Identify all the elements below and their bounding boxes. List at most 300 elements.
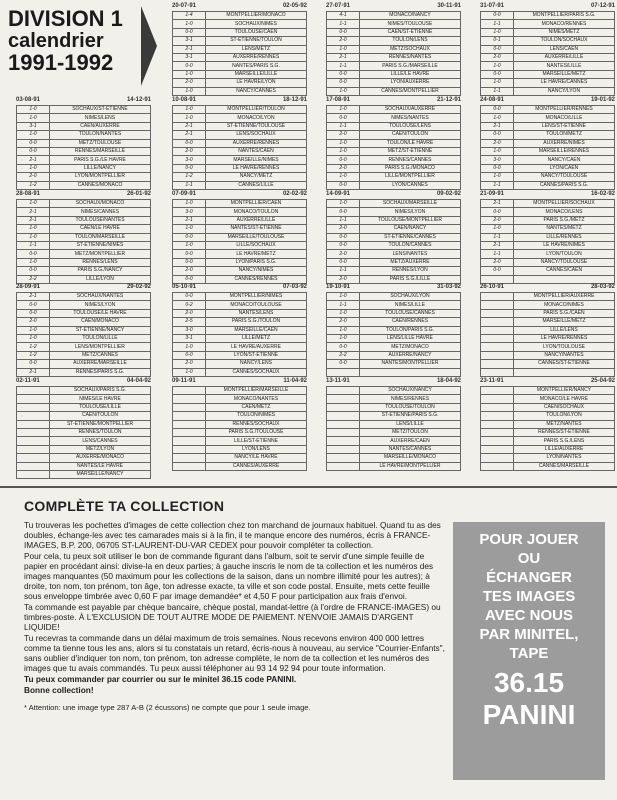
minitel-promo-box — [453, 522, 605, 780]
table-row — [327, 445, 461, 453]
table-row — [481, 318, 615, 326]
match-score: 0-0 — [173, 28, 206, 36]
table-row — [327, 70, 461, 78]
fixture-dates — [326, 190, 461, 199]
match-score: 3-0 — [173, 208, 206, 216]
match-teams: NANCY/NANTES — [514, 351, 615, 359]
match-score: 1-2 — [17, 181, 50, 189]
table-row — [327, 395, 461, 403]
first-leg-date: 07-09-91 — [172, 191, 197, 197]
match-teams: CAEN/ST-ETIENNE — [360, 28, 461, 36]
table-row — [327, 428, 461, 436]
match-score: 1-0 — [327, 147, 360, 155]
fixture-table — [172, 386, 307, 471]
match-score — [481, 428, 514, 436]
match-score — [17, 445, 50, 453]
match-score: 0-0 — [173, 62, 206, 70]
return-leg-date: 18-04-92 — [436, 378, 461, 384]
match-score — [327, 428, 360, 436]
title-calendrier: calendrier — [8, 30, 104, 52]
match-score: 0-0 — [481, 131, 514, 139]
match-score: 2-2 — [327, 351, 360, 359]
match-teams: TOULOUSE/MONTPELLIER — [360, 216, 461, 224]
match-teams: SOCHAUX/MONACO — [50, 200, 151, 208]
table-row — [481, 267, 615, 275]
match-teams: CAEN/SOCHAUX — [514, 403, 615, 411]
table-row — [327, 368, 461, 376]
match-score — [481, 403, 514, 411]
match-score: 2-0 — [173, 309, 206, 317]
match-teams: TOULON/NANTES — [50, 131, 151, 139]
table-row — [327, 412, 461, 420]
match-teams: CAEN/LE HAVRE — [50, 225, 151, 233]
match-score: 0-0 — [17, 309, 50, 317]
match-teams: TOULOUSE/LENS — [360, 122, 461, 130]
match-teams: NIMES/LYON — [360, 208, 461, 216]
promo-line: AVEC NOUS — [484, 607, 574, 624]
table-row — [173, 445, 307, 453]
table-row — [173, 258, 307, 266]
promo-minitel-code: 36.15 — [493, 667, 565, 698]
table-row — [327, 20, 461, 28]
match-score: 1-0 — [481, 173, 514, 181]
table-row — [481, 114, 615, 122]
table-row — [173, 208, 307, 216]
table-row — [481, 53, 615, 61]
table-row — [481, 403, 615, 411]
table-row — [481, 225, 615, 233]
table-row — [481, 445, 615, 453]
fixture-dates — [480, 283, 615, 292]
match-score: 1-0 — [327, 200, 360, 208]
table-row — [481, 351, 615, 359]
table-row — [327, 454, 461, 462]
match-teams: CAEN/NANCY — [360, 225, 461, 233]
return-leg-date: 07-12-91 — [590, 3, 615, 9]
table-row — [481, 326, 615, 334]
table-row — [173, 437, 307, 445]
table-row — [327, 28, 461, 36]
match-score: 1-1 — [327, 216, 360, 224]
table-row — [173, 420, 307, 428]
match-teams — [514, 368, 615, 376]
fixture-table — [480, 386, 615, 471]
table-row — [17, 114, 151, 122]
match-teams: NANCY/NIMES — [206, 267, 307, 275]
first-leg-date: 19-10-91 — [326, 284, 351, 290]
match-score: 3-1 — [173, 53, 206, 61]
table-row — [481, 87, 615, 95]
promo-line: TES IMAGES — [482, 588, 576, 605]
match-score: 0-0 — [17, 267, 50, 275]
promo-line: PAR MINITEL, — [479, 626, 579, 643]
match-score — [481, 437, 514, 445]
match-teams: LILLE/LENS — [514, 326, 615, 334]
match-teams: LYON/TOULOUSE — [514, 343, 615, 351]
match-score — [173, 454, 206, 462]
match-score: 2-0 — [173, 267, 206, 275]
table-row — [173, 343, 307, 351]
match-score: 2-1 — [481, 241, 514, 249]
match-teams: LILLE/SOCHAUX — [206, 241, 307, 249]
match-teams: CANNES/PARIS S.G. — [514, 181, 615, 189]
return-leg-date: 14-12-91 — [126, 97, 151, 103]
match-teams: PARIS S.G./LENS — [514, 437, 615, 445]
table-row — [481, 395, 615, 403]
match-teams: NANTES/MONTPELLIER — [360, 360, 461, 368]
table-row — [17, 445, 151, 453]
match-score: 2-2 — [17, 275, 50, 283]
table-row — [17, 225, 151, 233]
match-teams: MONTPELLIER/RENNES — [514, 106, 615, 114]
match-score: 1-1 — [481, 233, 514, 241]
match-score — [173, 395, 206, 403]
match-score — [173, 462, 206, 470]
match-teams: NANCY/LYON — [514, 87, 615, 95]
match-teams: CANNES/AUXERRE — [206, 462, 307, 470]
match-score: 1-0 — [327, 106, 360, 114]
match-score: 1-0 — [481, 62, 514, 70]
match-teams: RENNES/TOULON — [50, 428, 151, 436]
match-score: 1-1 — [327, 62, 360, 70]
table-row — [17, 309, 151, 317]
fixture-block — [326, 96, 461, 190]
table-row — [481, 454, 615, 462]
match-score: 0-0 — [481, 12, 514, 20]
match-teams: NANTES/CANNES — [360, 445, 461, 453]
fixture-block — [480, 190, 615, 284]
table-row — [17, 428, 151, 436]
match-teams: NANTES/LILLE — [514, 62, 615, 70]
match-teams: LYON/TOULON — [514, 250, 615, 258]
match-score: 1-0 — [327, 139, 360, 147]
match-score: 1-0 — [17, 334, 50, 342]
match-teams: CAEN/AUXERRE — [50, 122, 151, 130]
table-row — [17, 106, 151, 114]
table-row — [173, 428, 307, 436]
match-teams: RENNES/SOCHAUX — [206, 420, 307, 428]
table-row — [327, 334, 461, 342]
match-score — [327, 420, 360, 428]
table-row — [327, 208, 461, 216]
table-row — [327, 139, 461, 147]
match-teams: ST-ETIENNE/TOULOUSE — [206, 122, 307, 130]
match-score: 2-1 — [173, 45, 206, 53]
return-leg-date: 02-02-92 — [282, 191, 307, 197]
match-score: 0-0 — [327, 233, 360, 241]
table-row — [17, 437, 151, 445]
match-score: 0-0 — [173, 258, 206, 266]
collection-paragraph-6: Bonne collection! — [24, 685, 94, 695]
match-score: 2-0 — [481, 139, 514, 147]
table-row — [173, 326, 307, 334]
match-teams: TOULOUSE/LILLE — [50, 403, 151, 411]
table-row — [481, 428, 615, 436]
match-teams: LE HAVRE/LYON — [206, 79, 307, 87]
match-teams: NANCY/LE HAVRE — [206, 454, 307, 462]
table-row — [173, 200, 307, 208]
table-row — [173, 45, 307, 53]
match-teams: NANTES/METZ — [514, 225, 615, 233]
return-leg-date: 04-04-92 — [126, 378, 151, 384]
match-teams: CANNES/SOCHAUX — [206, 368, 307, 376]
match-teams: NANCY/TOULOUSE — [514, 173, 615, 181]
table-row — [327, 403, 461, 411]
match-teams: LILLE/NANCY — [50, 164, 151, 172]
match-teams: RENNES/CANNES — [360, 156, 461, 164]
match-teams: NANTES/LE HAVRE — [50, 462, 151, 470]
table-row — [173, 131, 307, 139]
match-score: 0-0 — [327, 181, 360, 189]
fixture-block — [16, 96, 151, 190]
match-score — [17, 420, 50, 428]
table-row — [173, 293, 307, 301]
match-score: 1-1 — [173, 181, 206, 189]
match-teams: METZ/ST-ETIENNE — [360, 147, 461, 155]
table-row — [327, 462, 461, 470]
first-leg-date: 21-09-91 — [480, 191, 505, 197]
match-score: 0-0 — [327, 70, 360, 78]
first-leg-date: 02-11-91 — [16, 378, 40, 384]
match-score — [327, 395, 360, 403]
match-teams: MARSEILLE/METZ — [514, 318, 615, 326]
match-score — [481, 387, 514, 395]
fixture-dates — [172, 96, 307, 105]
match-teams: NIMES/LE HAVRE — [50, 395, 151, 403]
table-row — [327, 420, 461, 428]
match-score: 2-1 — [173, 131, 206, 139]
match-score: 2-0 — [481, 53, 514, 61]
table-row — [17, 293, 151, 301]
match-score — [481, 395, 514, 403]
return-leg-date: 18-12-91 — [282, 97, 307, 103]
table-row — [173, 37, 307, 45]
match-teams: PARIS S.G./CAEN — [514, 309, 615, 317]
match-score: 1-1 — [481, 250, 514, 258]
table-row — [327, 45, 461, 53]
table-row — [17, 267, 151, 275]
table-row — [17, 173, 151, 181]
match-teams: LE HAVRE/MONTPELLIER — [360, 462, 461, 470]
table-row — [173, 114, 307, 122]
match-score: 1-0 — [173, 114, 206, 122]
table-row — [173, 20, 307, 28]
table-row — [327, 131, 461, 139]
fixture-table — [172, 199, 307, 284]
match-teams: NANCY/METZ — [206, 173, 307, 181]
match-score: 1-0 — [173, 368, 206, 376]
match-teams: AUXERRE/NANCY — [360, 351, 461, 359]
match-score: 0-0 — [481, 164, 514, 172]
table-row — [481, 139, 615, 147]
match-teams: NANTES/PARIS S.G. — [206, 62, 307, 70]
match-teams: NIMES/METZ — [514, 28, 615, 36]
fixture-table — [326, 199, 461, 284]
table-row — [17, 395, 151, 403]
table-row — [173, 387, 307, 395]
match-teams: LE HAVRE/RENNES — [514, 334, 615, 342]
table-row — [481, 437, 615, 445]
table-row — [173, 368, 307, 376]
table-row — [481, 216, 615, 224]
match-teams: AUXERRE/NIMES — [514, 139, 615, 147]
fixture-dates — [326, 2, 461, 11]
match-score: 2-1 — [481, 200, 514, 208]
match-score: 2-1 — [481, 122, 514, 130]
match-score: 0-0 — [481, 106, 514, 114]
match-teams: LENS/SOCHAUX — [206, 131, 307, 139]
match-teams: NIMES/NANTES — [360, 114, 461, 122]
match-teams: TOULON/CANNES — [360, 241, 461, 249]
table-row — [173, 216, 307, 224]
match-score: 2-0 — [327, 275, 360, 283]
match-score — [327, 445, 360, 453]
match-teams: MONACO/LYON — [206, 114, 307, 122]
table-row — [481, 79, 615, 87]
match-teams: LE HAVRE/RENNES — [206, 164, 307, 172]
title-season: 1991-1992 — [8, 50, 114, 75]
table-row — [481, 208, 615, 216]
match-teams: LYON/AUXERRE — [360, 79, 461, 87]
table-row — [327, 156, 461, 164]
fixture-dates — [480, 2, 615, 11]
match-score: 2-1 — [17, 156, 50, 164]
match-teams: LENS/METZ — [206, 45, 307, 53]
match-score: 0-0 — [327, 241, 360, 249]
match-teams: CANNES/MONACO — [50, 181, 151, 189]
table-row — [17, 233, 151, 241]
return-leg-date: 25-04-92 — [590, 378, 615, 384]
table-row — [173, 164, 307, 172]
table-row — [327, 173, 461, 181]
match-score: 1-0 — [327, 45, 360, 53]
match-score: 0-0 — [327, 79, 360, 87]
table-row — [481, 334, 615, 342]
match-score: 1-0 — [17, 225, 50, 233]
match-score — [17, 412, 50, 420]
match-teams: SOCHAUX/NANTES — [50, 293, 151, 301]
match-score: 1-0 — [17, 200, 50, 208]
match-score: 1-0 — [173, 106, 206, 114]
table-row — [173, 79, 307, 87]
fixture-block — [172, 377, 307, 471]
match-teams: LE HAVRE/AUXERRE — [206, 343, 307, 351]
table-row — [17, 470, 151, 478]
match-teams: METZ/MONACO — [360, 343, 461, 351]
match-teams: TOULOUSE/CANNES — [360, 309, 461, 317]
table-row — [481, 147, 615, 155]
fixture-block — [16, 377, 151, 479]
match-teams: AUXERRE/LILLE — [206, 216, 307, 224]
match-score: 2-0 — [327, 164, 360, 172]
match-score — [173, 428, 206, 436]
return-leg-date: 11-04-92 — [283, 378, 307, 384]
table-row — [481, 368, 615, 376]
fixture-block — [16, 283, 151, 377]
match-teams: LENS/MONTPELLIER — [50, 343, 151, 351]
match-score: 0-0 — [17, 360, 50, 368]
match-score: 1-0 — [173, 70, 206, 78]
table-row — [481, 156, 615, 164]
match-teams: MONTPELLIER/NANCY — [514, 387, 615, 395]
match-teams: TOULON/PARIS S.G. — [360, 326, 461, 334]
table-row — [17, 403, 151, 411]
match-teams: CANNES/RENNES — [206, 275, 307, 283]
match-teams: AUXERRE/RENNES — [206, 139, 307, 147]
table-row — [481, 62, 615, 70]
fixture-dates — [16, 190, 151, 199]
match-teams: CANNES/ST-ETIENNE — [514, 360, 615, 368]
table-row — [327, 233, 461, 241]
fixture-dates — [480, 190, 615, 199]
match-score: 2-0 — [327, 250, 360, 258]
table-row — [173, 28, 307, 36]
match-score — [17, 437, 50, 445]
first-leg-date: 10-08-91 — [172, 97, 197, 103]
match-teams: LENS/LILLE — [360, 420, 461, 428]
first-leg-date: 17-08-91 — [326, 97, 351, 103]
match-score: 2-5 — [173, 318, 206, 326]
match-teams: LENS/CAEN — [514, 45, 615, 53]
table-row — [173, 139, 307, 147]
match-score: 1-0 — [17, 258, 50, 266]
fixture-block — [172, 190, 307, 284]
match-score: 0-0 — [327, 343, 360, 351]
match-teams: ST-ETIENNE/TOULON — [206, 37, 307, 45]
table-row — [17, 181, 151, 189]
match-teams: NIMES/CANNES — [50, 208, 151, 216]
table-row — [327, 351, 461, 359]
match-score: 0-0 — [327, 114, 360, 122]
match-teams: MARSEILLE/NANCY — [50, 470, 151, 478]
match-teams: MONACO/TOULOUSE — [206, 301, 307, 309]
match-score: 0-0 — [327, 360, 360, 368]
match-teams: MARSEILLE/MONACO — [360, 454, 461, 462]
match-score — [327, 412, 360, 420]
table-row — [327, 106, 461, 114]
match-score — [327, 368, 360, 376]
table-row — [173, 87, 307, 95]
match-teams: NANCY/CAEN — [514, 156, 615, 164]
table-row — [173, 351, 307, 359]
match-teams: SOCHAUX/AUXERRE — [360, 106, 461, 114]
table-row — [17, 462, 151, 470]
match-score: 2-0 — [327, 318, 360, 326]
table-row — [173, 62, 307, 70]
fixture-dates — [480, 96, 615, 105]
match-teams: PARIS S.G./METZ — [514, 216, 615, 224]
collection-paragraph-1: Tu trouveras les pochettes d'images de cette collection chez ton marchand de journaux habituel. Quand tu as des doubles, échange-les avec tes camarades mais si à la fin, il te manque encore des numéros, écris à FRANCE-IMAGES, B.P. 200, 06705 ST-LAURENT-DU-VAR CEDEX pour pouvoir compléter ta collection. — [24, 520, 441, 550]
table-row — [481, 293, 615, 301]
match-teams: CANNES/CAEN — [514, 267, 615, 275]
match-teams: LILLE/AUXERRE — [514, 445, 615, 453]
table-row — [481, 122, 615, 130]
match-teams: LILLE/MONTPELLIER — [360, 173, 461, 181]
table-row — [173, 403, 307, 411]
table-row — [173, 318, 307, 326]
match-score: 1-0 — [17, 131, 50, 139]
match-teams: LILLE/LYON — [50, 275, 151, 283]
match-score — [481, 420, 514, 428]
match-score: 1-0 — [173, 20, 206, 28]
match-score: 1-1 — [327, 301, 360, 309]
match-teams: LENS/NANTES — [360, 250, 461, 258]
collection-note: * Attention: une image type 287 A-B (2 écussons) ne compte que pour 1 seule image. — [24, 703, 311, 712]
table-row — [327, 181, 461, 189]
match-score — [481, 343, 514, 351]
table-row — [327, 241, 461, 249]
match-teams: RENNES/LENS — [50, 258, 151, 266]
